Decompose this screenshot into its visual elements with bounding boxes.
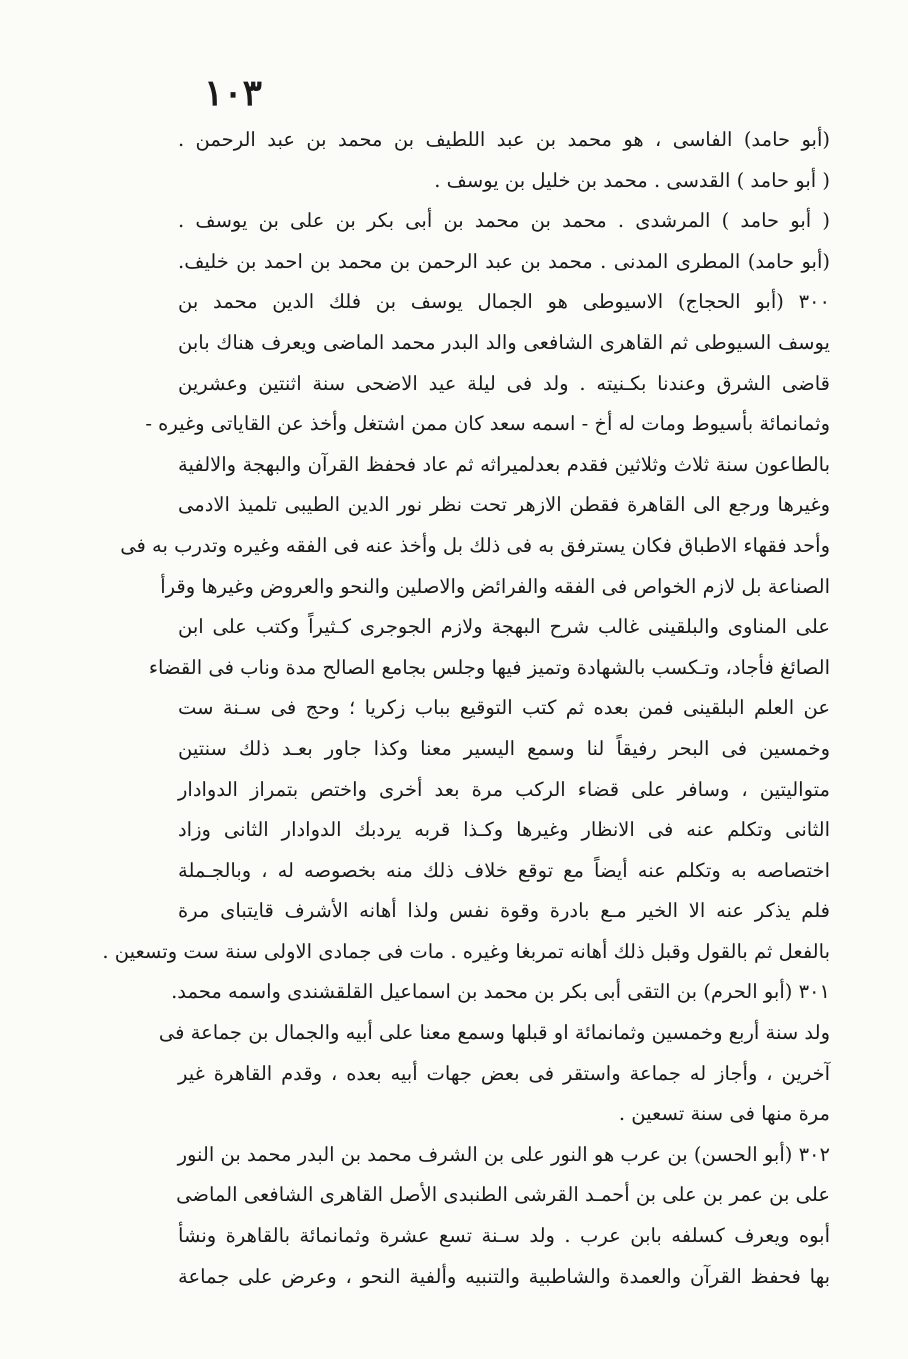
- text-line: على المناوى والبلقينى غالب شرح البهجة ولازم الجوجرى كـثيراً وكتب على ابن: [178, 615, 830, 639]
- text-line: الصائغ فأجاد، وتـكسب بالشهادة وتميز فيها وجلس بجامع الصالح مدة وناب فى القضاء: [148, 655, 830, 679]
- text-line: عن العلم البلقينى فمن بعده ثم كتب التوقيع بباب زكريا ؛ وحج فى سـنة ست: [178, 696, 830, 720]
- text-line: بالطاعون سنة ثلاث وثلاثين فقدم بعدلميراثه ثم عاد فحفظ القرآن والبهجة والالفية: [178, 452, 830, 476]
- text-line: ٣٠١ (أبو الحرم) بن التقى أبى بكر بن محمد بن اسماعيل القلقشندى واسمه محمد.: [171, 980, 830, 1004]
- text-line: آخرين ، وأجاز له جماعة واستقر فى بعض جهات أبيه بعده ، وقدم القاهرة غير: [178, 1061, 830, 1085]
- text-line: وغيرها ورجع الى القاهرة فقطن الازهر تحت نظر نور الدين الطيبى تلميذ الادمى: [178, 493, 830, 517]
- body-text: [102, 120, 830, 1297]
- text-line: وثمانمائة بأسيوط ومات له أخ - اسمه سعد كان ممن اشتغل وأخذ عن القاياتى وغيره -: [145, 412, 830, 436]
- text-line: على بن عمر بن على بن أحمـد القرشى الطنبدى الأصل القاهرى الشافعى الماضى: [176, 1183, 830, 1207]
- text-line: فلم يذكر عنه الا الخير مـع بادرة وقوة نفس ولذا أهانه الأشرف قايتباى مرة: [178, 899, 830, 923]
- text-line: ولد سنة أربع وخمسين وثمانمائة او قبلها وسمع معنا على أبيه والجمال بن جماعة فى: [158, 1021, 830, 1045]
- text-line: يوسف السيوطى ثم القاهرى الشافعى والد البدر محمد الماضى ويعرف هناك بابن: [178, 330, 830, 354]
- text-line: ( أبو حامد ) القدسى . محمد بن خليل بن يوسف .: [434, 168, 830, 192]
- text-line: ٣٠٢ (أبو الحسن) بن عرب هو النور على بن الشرف محمد بن البدر محمد بن النور: [177, 1142, 830, 1166]
- text-line: متواليتين ، وسافر على قضاء الركب مرة بعد أخرى واختص بتمراز الدوادار: [178, 777, 830, 801]
- text-line: (أبو حامد) المطرى المدنى . محمد بن عبد الرحمن بن محمد بن احمد بن خليف.: [178, 249, 830, 273]
- page-number: ١٠٣: [204, 72, 263, 114]
- text-line: قاضى الشرق وعندنا بكـنيته . ولد فى ليلة عيد الاضحى سنة اثنتين وعشرين: [178, 371, 830, 395]
- text-line: الصناعة بل لازم الخواص فى الفقه والفرائض والاصلين والنحو والعروض وغيرها وقرأ: [160, 574, 830, 598]
- text-line: بالفعل ثم بالقول وقبل ذلك أهانه تمربغا وغيره . مات فى جمادى الاولى سنة ست وتسعين .: [102, 939, 830, 963]
- text-line: اختصاصه به وتكلم عنه أيضاً مع توقع خلاف ذلك منه بخصوصه له ، وبالجـملة: [178, 858, 830, 882]
- text-line: الثانى وتكلم عنه فى الانظار وغيرها وكـذا قربه يردبك الدوادار الثانى وزاد: [178, 818, 830, 842]
- text-line: وخمسين فى البحر رفيقاً لنا وسمع اليسير معنا وكذا جاور بعـد ذلك سنتين: [178, 736, 830, 760]
- text-line: ٣٠٠ (أبو الحجاج) الاسيوطى هو الجمال يوسف بن فلك الدين محمد بن: [178, 290, 830, 314]
- text-line: مرة منها فى سنة تسعين .: [618, 1102, 830, 1126]
- text-line: (أبو حامد) الفاسى ، هو محمد بن عبد اللطيف بن محمد بن عبد الرحمن .: [178, 128, 830, 151]
- text-line: ( أبو حامد ) المرشدى . محمد بن محمد بن أبى بكر بن على بن يوسف .: [178, 209, 830, 233]
- text-line: أبوه ويعرف كسلفه بابن عرب . ولد سـنة تسع عشرة وثمانمائة بالقاهرة ونشأ: [178, 1224, 830, 1248]
- text-line: بها فحفظ القرآن والعمدة والشاطبية والتنبيه وألفية النحو ، وعرض على جماعة: [178, 1264, 830, 1288]
- text-line: وأحد فقهاء الاطباق فكان يسترفق به فى ذلك بل وأخذ عنه فى الفقه وغيره وتدرب به فى: [120, 533, 830, 557]
